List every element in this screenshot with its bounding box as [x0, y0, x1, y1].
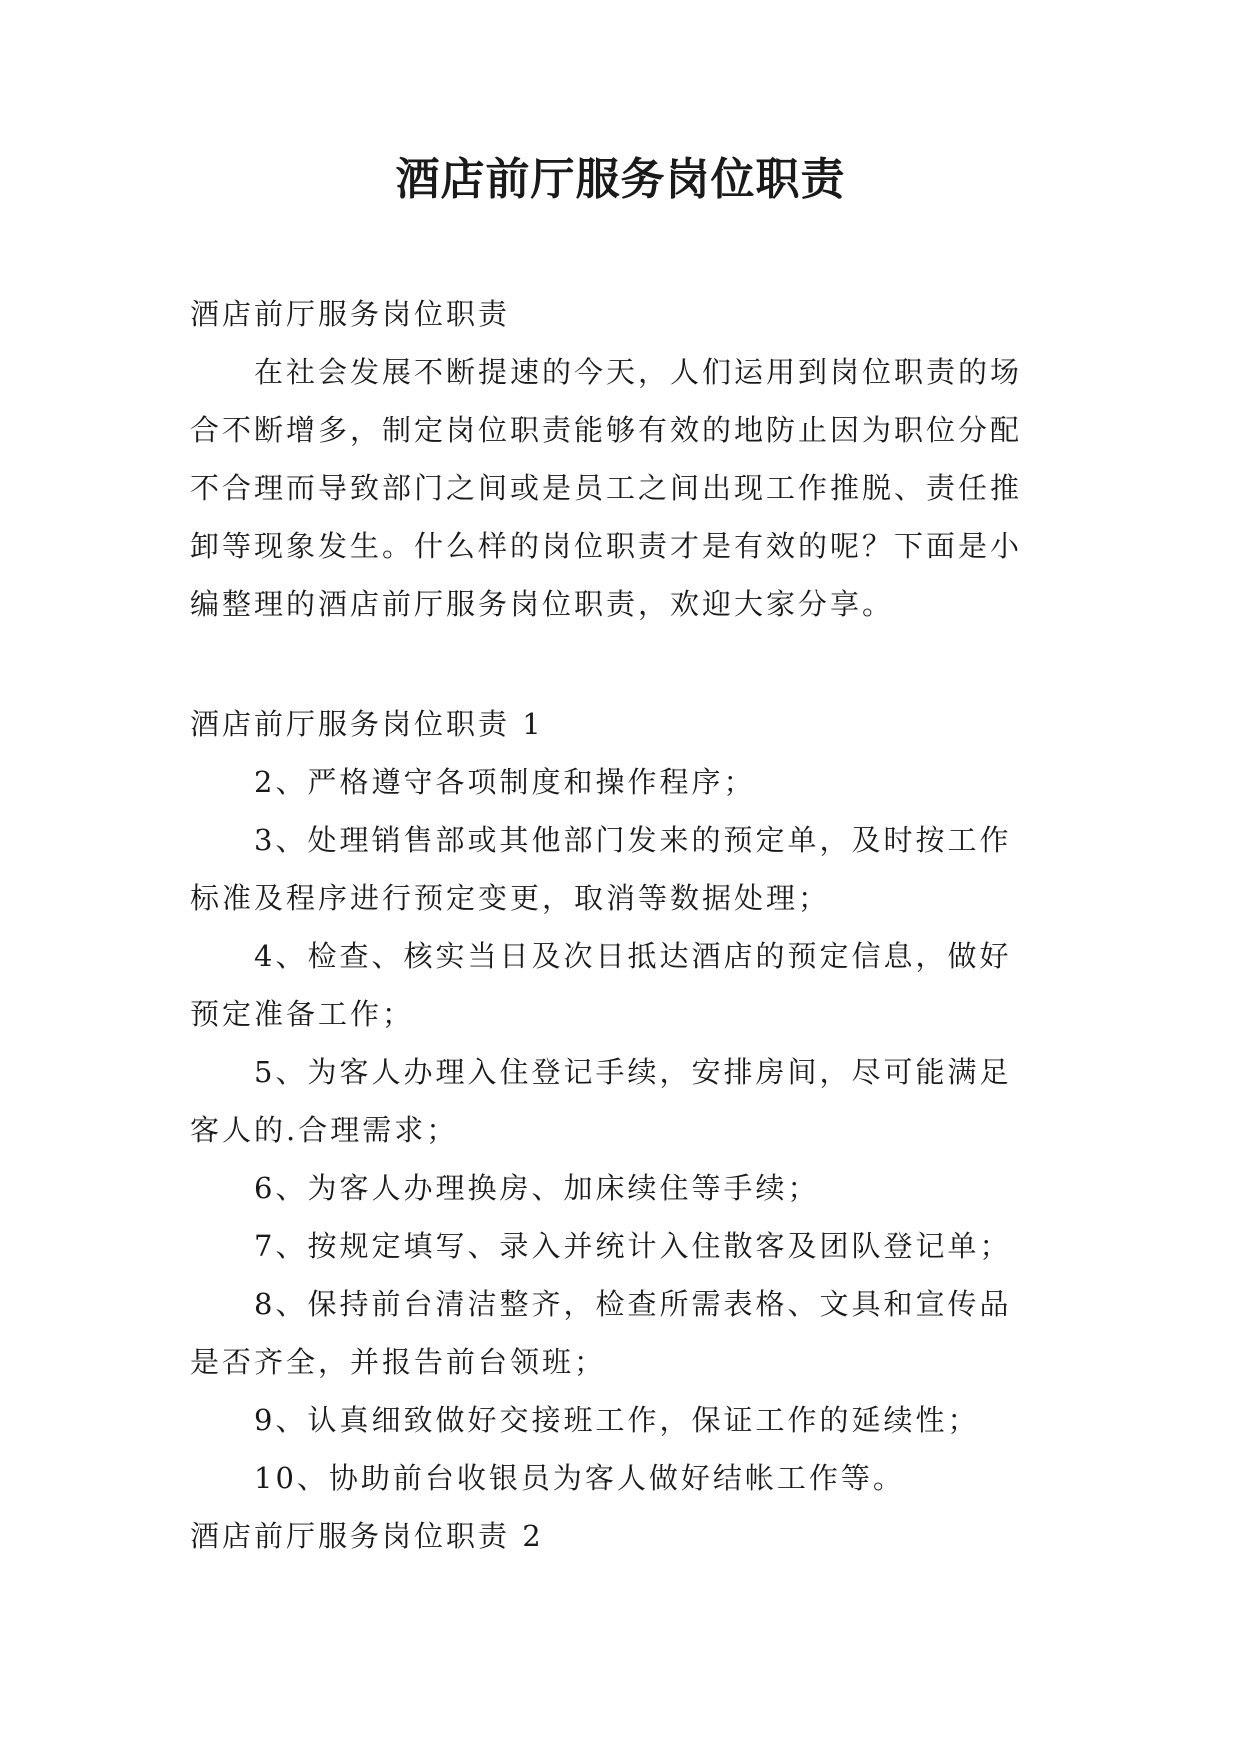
paragraph-gap [190, 633, 1054, 695]
duty-item-continued: 是否齐全，并报告前台领班； [190, 1345, 607, 1379]
duty-item: 9、认真细致做好交接班工作，保证工作的延续性； [254, 1403, 980, 1437]
duty-item: 5、为客人办理入住登记手续，安排房间，尽可能满足 [254, 1055, 1012, 1089]
duty-item: 10、协助前台收银员为客人做好结帐工作等。 [254, 1461, 905, 1495]
document-title: 酒店前厅服务岗位职责 [395, 154, 846, 205]
duty-item: 6、为客人办理换房、加床续住等手续； [254, 1171, 820, 1205]
intro-line: 合不断增多，制定岗位职责能够有效的地防止因为职位分配 [190, 413, 1023, 447]
intro-line: 不合理而导致部门之间或是员工之间出现工作推脱、责任推 [190, 471, 1023, 505]
document-body [190, 285, 1054, 1565]
duty-item-continued: 客人的.合理需求； [190, 1113, 459, 1147]
section-heading-2: 酒店前厅服务岗位职责 2 [190, 1519, 544, 1553]
intro-heading: 酒店前厅服务岗位职责 [190, 297, 511, 331]
duty-item-continued: 预定准备工作； [190, 997, 415, 1031]
duty-item: 2、严格遵守各项制度和操作程序； [254, 765, 756, 799]
intro-line: 编整理的酒店前厅服务岗位职责，欢迎大家分享。 [190, 587, 895, 621]
duty-item: 3、处理销售部或其他部门发来的预定单，及时按工作 [254, 823, 1012, 857]
duty-item-continued: 标准及程序进行预定变更，取消等数据处理； [190, 881, 831, 915]
duty-item: 7、按规定填写、录入并统计入住散客及团队登记单； [254, 1229, 1012, 1263]
intro-line: 卸等现象发生。什么样的岗位职责才是有效的呢？下面是小 [190, 529, 1023, 563]
section-heading-1: 酒店前厅服务岗位职责 1 [190, 707, 544, 741]
duty-item: 8、保持前台清洁整齐，检查所需表格、文具和宣传品 [254, 1287, 1012, 1321]
duty-item: 4、检查、核实当日及次日抵达酒店的预定信息，做好 [254, 939, 1012, 973]
intro-line: 在社会发展不断提速的今天，人们运用到岗位职责的场 [254, 355, 1023, 389]
